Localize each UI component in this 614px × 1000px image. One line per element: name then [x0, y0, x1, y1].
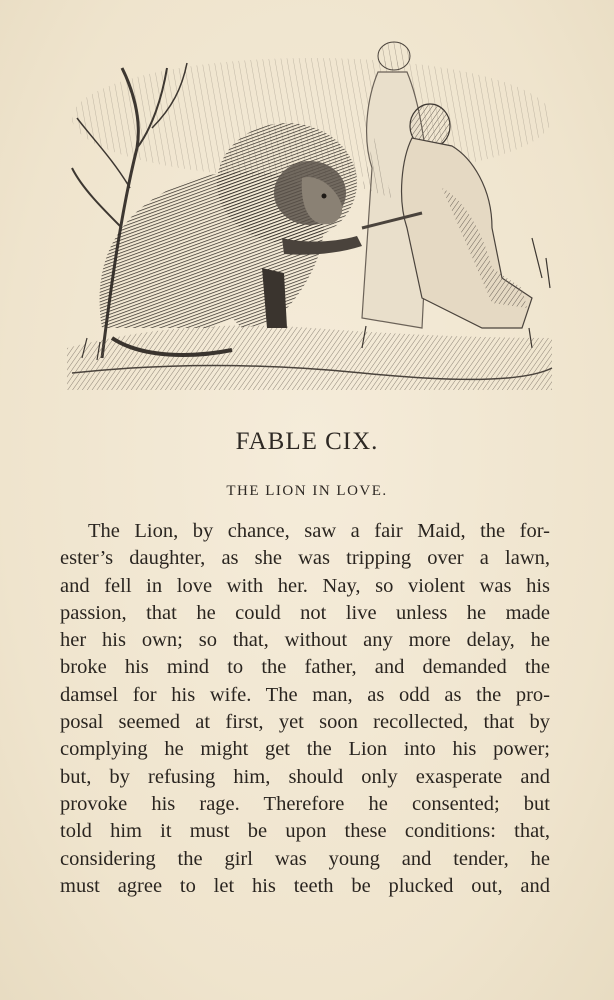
body-line: broke his mind to the father, and demanded the	[60, 656, 550, 679]
body-line: The Lion, by chance, saw a fair Maid, the for-	[88, 520, 550, 542]
fable-body-text	[60, 518, 550, 900]
body-line: but, by refusing him, should only exasperate and	[60, 765, 550, 788]
body-line: and fell in love with her. Nay, so violent was his	[60, 574, 550, 597]
body-line: told him it must be upon these conditions: that,	[60, 820, 550, 843]
body-line: passion, that he could not live unless he made	[60, 601, 550, 624]
body-line: complying he might get the Lion into his power;	[60, 738, 550, 761]
fable-title: THE LION IN LOVE.	[226, 483, 388, 499]
body-line: damsel for his wife. The man, as odd as the pro-	[60, 683, 550, 706]
body-line: considering the girl was young and tender, he	[60, 847, 550, 870]
body-line: provoke his rage. Therefore he consented; but	[60, 792, 550, 815]
body-line: her his own; so that, without any more delay, he	[60, 629, 550, 652]
body-line: posal seemed at first, yet soon recollected, that by	[60, 711, 550, 734]
body-line: must agree to let his teeth be plucked out, and	[60, 874, 550, 897]
body-line: ester’s daughter, as she was tripping over a lawn,	[60, 547, 550, 570]
engraving-lion-maiden-man-icon	[62, 28, 556, 390]
fable-number-heading: FABLE CIX.	[235, 428, 379, 455]
